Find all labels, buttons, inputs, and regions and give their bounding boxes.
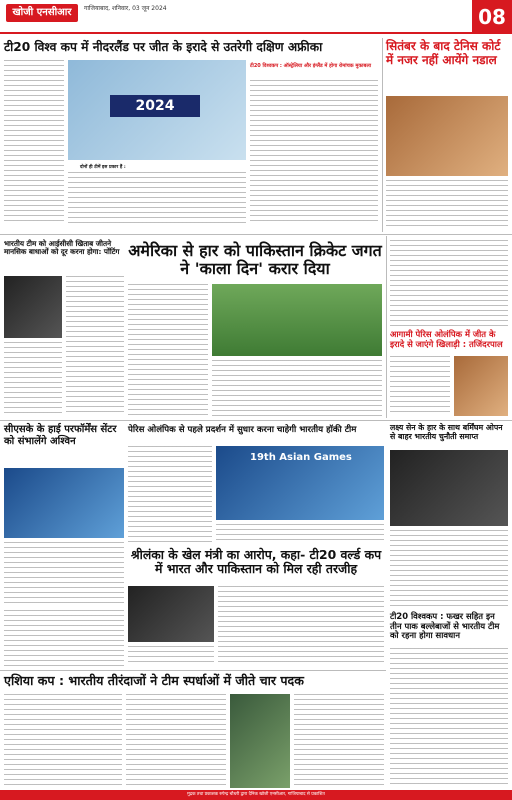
story10-body bbox=[390, 648, 508, 788]
story3-ponting-photo bbox=[4, 276, 62, 338]
section-divider bbox=[0, 670, 386, 671]
story4-body-col1 bbox=[128, 284, 208, 416]
story1-body-col1 bbox=[4, 60, 64, 225]
story11-body-col2 bbox=[126, 694, 226, 788]
story6-body bbox=[4, 542, 124, 606]
story5-body bbox=[390, 356, 450, 416]
story5-athlete-photo bbox=[454, 356, 508, 416]
story10-headline: टी20 विश्वकप : फखर सहित इन तीन पाक बल्लेबाजों से भारतीय टीम को रहना होगा सावधान bbox=[390, 611, 500, 641]
story11-archers-photo bbox=[230, 694, 290, 788]
story7-body-col1 bbox=[128, 446, 212, 544]
story11-headline: एशिया कप : भारतीय तीरंदाजों ने टीम स्पर्धाओं में जीते चार पदक bbox=[4, 673, 304, 688]
column-divider bbox=[386, 236, 387, 418]
story2-nadal-photo bbox=[386, 96, 508, 176]
story2-headline: सितंबर के बाद टेनिस कोर्ट में नजर नहीं आयेंगे नडाल bbox=[386, 39, 501, 67]
story1-headline: टी20 विश्व कप में नीदरलैंड पर जीत के इरादे से उतरेगी दक्षिण अफ्रीका bbox=[4, 40, 323, 54]
story11-body-col3 bbox=[294, 694, 384, 788]
story4-body-col2 bbox=[212, 360, 382, 416]
story6-body-continued bbox=[4, 610, 124, 666]
story-usa-kicker: टी20 विश्वकप : ऑस्ट्रेलिया और इंग्लैंड में होगा रोमांचक मुकाबला bbox=[250, 63, 372, 69]
story2-continued-body bbox=[390, 240, 508, 326]
story3-body-col2 bbox=[4, 342, 62, 416]
story4-match-photo bbox=[212, 284, 382, 356]
story9-body-col2 bbox=[128, 646, 214, 666]
footer-imprint: मुद्रक तथा प्रकाशक रुपेन्द्र चौधरी द्वारा दैनिक खोजी एनसीआर, गाजियाबाद से प्रकाशित bbox=[0, 790, 512, 800]
story9-headline: श्रीलंका के खेल मंत्री का आरोप, कहा- टी20 वर्ल्ड कप में भारत और पाकिस्तान को मिल रही तरजीह bbox=[130, 547, 382, 577]
photo-banner-text: 19th Asian Games bbox=[250, 452, 352, 463]
story2-body bbox=[386, 180, 508, 230]
story8-headline: लक्ष्य सेन के हार के साथ बर्मिंघम ओपन से बाहर भारतीय चुनौती समाप्त bbox=[390, 423, 503, 441]
story8-body bbox=[390, 530, 508, 606]
section-divider bbox=[0, 234, 512, 235]
story11-body-col1 bbox=[4, 694, 122, 788]
story3-body-col1 bbox=[66, 276, 124, 416]
page-number: 08 bbox=[472, 0, 512, 34]
story4-headline: अमेरिका से हार को पाकिस्तान क्रिकेट जगत ने 'काला दिन' करार दिया bbox=[128, 241, 382, 279]
masthead-info: गाजियाबाद, शनिवार, 03 जून 2024 bbox=[84, 5, 167, 12]
section-divider bbox=[0, 420, 512, 421]
story8-badminton-photo bbox=[390, 450, 508, 526]
story1-photo-caption: दोनों ही टीमें इस प्रकार हैं : bbox=[80, 165, 126, 170]
story5-headline: आगामी पेरिस ओलंपिक में जीत के इरादे से जाएंगे खिलाड़ी : तजिंदरपाल bbox=[390, 329, 503, 349]
story3-headline: भारतीय टीम को आईसीसी खिताब जीतने मानसिक बाधाओं को दूर करना होगा: पोंटिंग bbox=[4, 239, 120, 257]
story6-ashwin-photo bbox=[4, 468, 124, 538]
story9-players-photo bbox=[128, 586, 214, 642]
story7-body-col2 bbox=[216, 524, 384, 544]
story6-headline: सीएसके के हाई परफॉर्मेंस सेंटर को संभालेंगे अश्विन bbox=[4, 424, 117, 447]
story1-body-col2 bbox=[250, 80, 378, 225]
story9-body bbox=[218, 586, 384, 666]
story7-headline: पेरिस ओलंपिक से पहले प्रदर्शन में सुधार करना चाहेगी भारतीय हॉकी टीम bbox=[128, 425, 357, 435]
trophy-2024-logo: 2024 bbox=[110, 95, 200, 117]
newspaper-logo: खोजी एनसीआर bbox=[6, 4, 78, 22]
column-divider bbox=[382, 38, 383, 232]
story1-team-list bbox=[68, 172, 246, 226]
